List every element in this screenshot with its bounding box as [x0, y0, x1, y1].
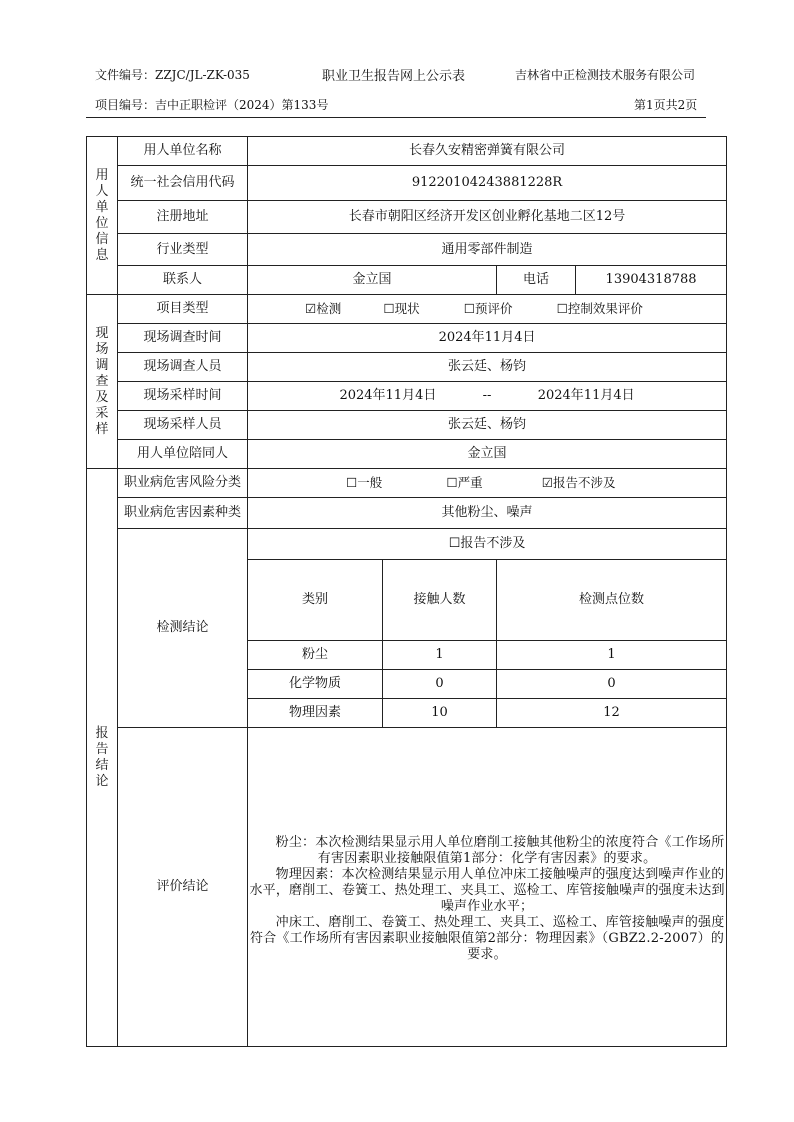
- eval-paragraph-physical: 物理因素：本次检测结果显示用人单位冲床工接触噪声的强度达到噪声作业的水平，磨削工、卷簧工、热处理工、夹具工、巡检工、库管接触噪声的强度未达到噪声作业水平；: [249, 867, 725, 914]
- escort-label: 用人单位陪同人: [118, 440, 248, 469]
- evaluation-conclusion-label: 评价结论: [118, 728, 248, 1047]
- evaluation-conclusion-text: [248, 728, 727, 1047]
- col-header-category: 类别: [248, 560, 383, 641]
- option-general[interactable]: ☐一般: [346, 474, 383, 490]
- eval-paragraph-noise: 冲床工、磨削工、卷簧工、热处理工、夹具工、巡检工、库管接触噪声的强度符合《工作场所有害因素职业接触限值第2部分：物理因素》（GBZ2.2-2007）的要求。: [249, 915, 725, 962]
- risk-class-options: [248, 469, 727, 498]
- cell-category: 物理因素: [248, 699, 383, 728]
- section-employer-info: 用 人 单 位 信 息: [87, 137, 118, 295]
- option-severe[interactable]: ☐严重: [446, 474, 483, 490]
- sample-sep: --: [482, 388, 492, 403]
- survey-staff-label: 现场调查人员: [118, 353, 248, 382]
- detection-conclusion-label: 检测结论: [118, 529, 248, 728]
- sample-start: 2024年11月4日: [339, 388, 437, 403]
- section-site-survey: 现 场 调 查 及 采 样: [87, 295, 118, 469]
- col-header-points: 检测点位数: [497, 560, 727, 641]
- detection-not-involved[interactable]: ☐报告不涉及: [248, 529, 727, 560]
- industry-label: 行业类型: [118, 234, 248, 266]
- survey-staff-value: 张云廷、杨钧: [248, 353, 727, 382]
- company-name: 吉林省中正检测技术服务有限公司: [515, 68, 696, 82]
- credit-code-value: 91220104243881228R: [248, 166, 727, 201]
- sample-staff-value: 张云廷、杨钧: [248, 411, 727, 440]
- option-detection[interactable]: ☑检测: [305, 300, 342, 316]
- survey-time-label: 现场调查时间: [118, 324, 248, 353]
- cell-category: 粉尘: [248, 641, 383, 670]
- employer-name-label: 用人单位名称: [118, 137, 248, 166]
- cell-points: 0: [497, 670, 727, 699]
- survey-time-value: 2024年11月4日: [248, 324, 727, 353]
- phone-value: 13904318788: [576, 266, 727, 295]
- risk-class-label: 职业病危害风险分类: [118, 469, 248, 498]
- sample-time-label: 现场采样时间: [118, 382, 248, 411]
- option-control-evaluation[interactable]: ☐控制效果评价: [556, 300, 643, 316]
- document-title: 职业卫生报告网上公示表: [322, 69, 466, 84]
- contact-value: 金立国: [248, 266, 497, 295]
- section-report-conclusion: 报 告 结 论: [87, 469, 118, 1047]
- project-number: 项目编号：吉中正职检评（2024）第133号: [95, 98, 329, 112]
- escort-value: 金立国: [248, 440, 727, 469]
- contact-label: 联系人: [118, 266, 248, 295]
- factor-type-value: 其他粉尘、噪声: [248, 498, 727, 529]
- header-rule: [86, 117, 706, 118]
- credit-code-label: 统一社会信用代码: [118, 166, 248, 201]
- page-indicator: 第1页共2页: [634, 98, 698, 112]
- cell-points: 1: [497, 641, 727, 670]
- cell-category: 化学物质: [248, 670, 383, 699]
- cell-exposed: 0: [383, 670, 497, 699]
- option-not-involved[interactable]: ☑报告不涉及: [541, 474, 616, 490]
- file-number: 文件编号：ZZJC/JL-ZK-035: [95, 68, 250, 82]
- cell-exposed: 10: [383, 699, 497, 728]
- factor-type-label: 职业病危害因素种类: [118, 498, 248, 529]
- disclosure-table: [86, 136, 727, 1047]
- option-current-status[interactable]: ☐现状: [383, 300, 420, 316]
- phone-label: 电话: [497, 266, 576, 295]
- option-pre-evaluation[interactable]: ☐预评价: [463, 300, 513, 316]
- address-label: 注册地址: [118, 201, 248, 234]
- sample-end: 2024年11月4日: [537, 388, 635, 403]
- eval-paragraph-dust: 粉尘：本次检测结果显示用人单位磨削工接触其他粉尘的浓度符合《工作场所有害因素职业接触限值第1部分：化学有害因素》的要求。: [275, 835, 725, 866]
- sample-staff-label: 现场采样人员: [118, 411, 248, 440]
- cell-exposed: 1: [383, 641, 497, 670]
- cell-points: 12: [497, 699, 727, 728]
- project-type-options: [248, 295, 727, 324]
- project-type-label: 项目类型: [118, 295, 248, 324]
- employer-name-value: 长春久安精密弹簧有限公司: [248, 137, 727, 166]
- sample-time-value: [248, 382, 727, 411]
- address-value: 长春市朝阳区经济开发区创业孵化基地二区12号: [248, 201, 727, 234]
- industry-value: 通用零部件制造: [248, 234, 727, 266]
- col-header-exposed: 接触人数: [383, 560, 497, 641]
